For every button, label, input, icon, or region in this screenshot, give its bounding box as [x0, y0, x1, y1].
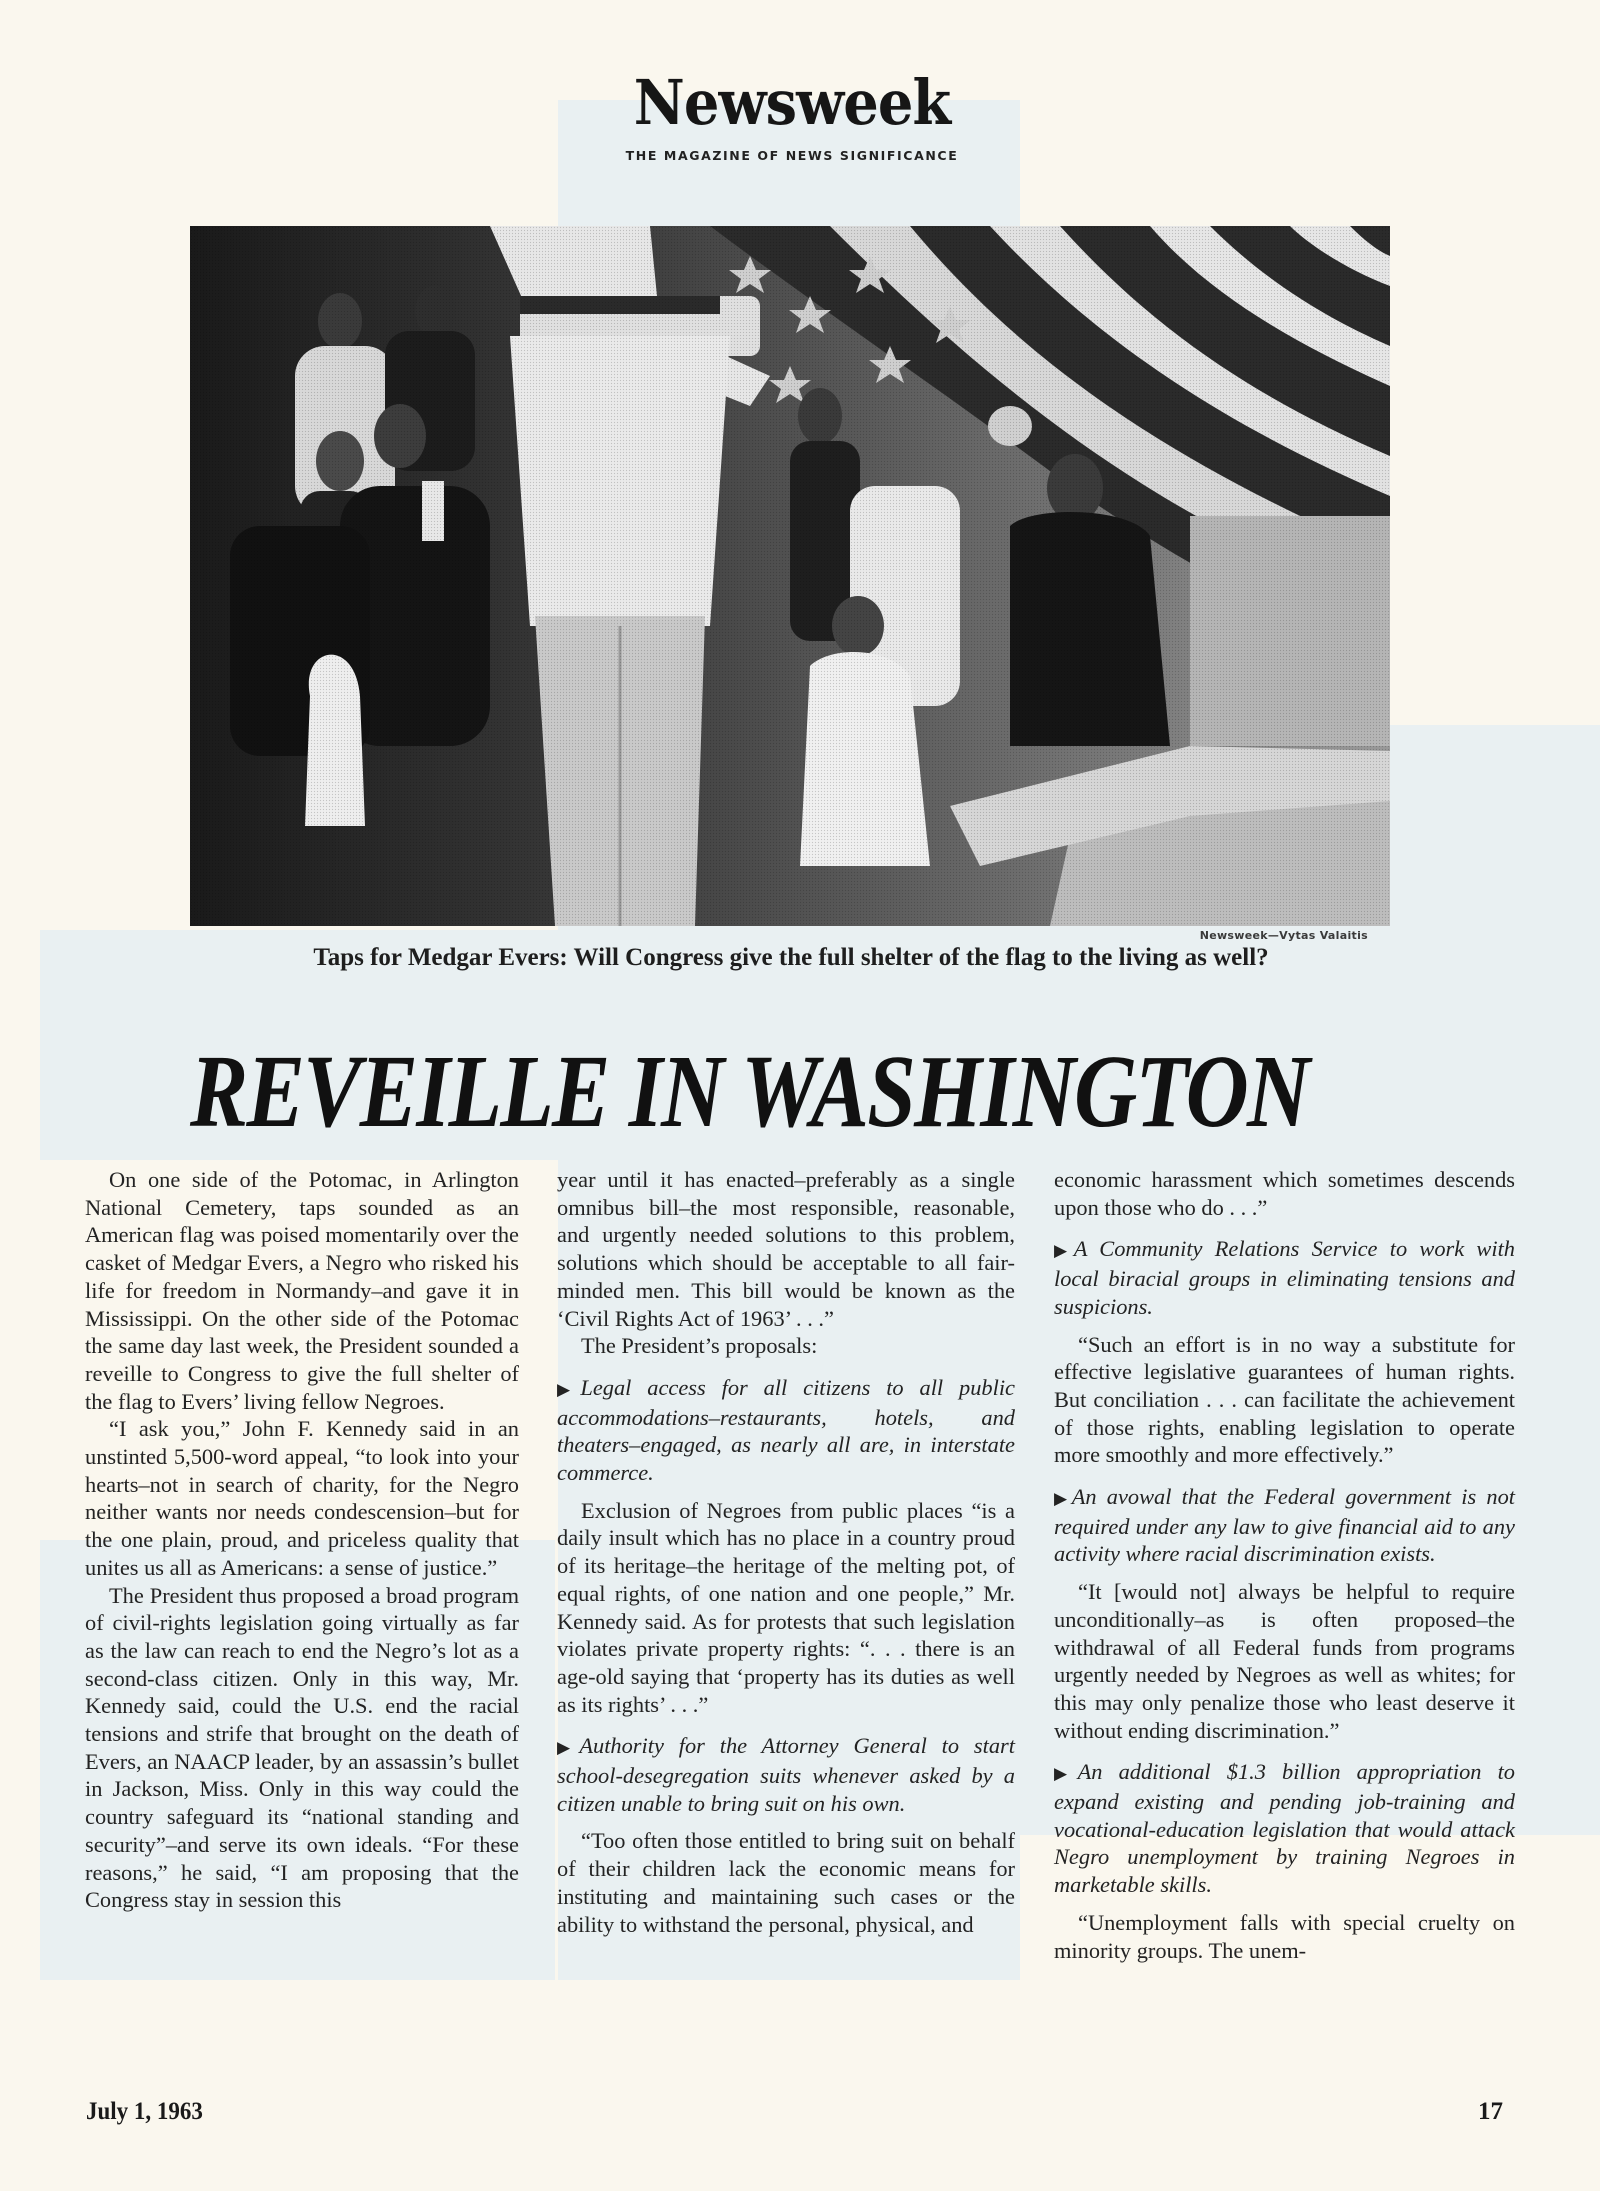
paragraph: On one side of the Potomac, in Arlington National Cemetery, taps sounded as an American flag was poised momentarily over the casket of Medgar Evers, a Negro who risked his life for freedom in Normandy–and gave it in Mississippi. On the other side of the Potomac the same day last week, the President sounded a reveille to Congress to give the full shelter of the flag to Evers’ living fellow Negroes.	[85, 1167, 519, 1414]
issue-date: July 1, 1963	[86, 2098, 203, 2125]
proposal-text: A Community Relations Service to work with local biracial groups in eliminating tensions and suspicions.	[1054, 1236, 1515, 1319]
triangle-right-icon: ▶	[1054, 1241, 1074, 1261]
paragraph: “It [would not] always be helpful to require unconditionally–as is often proposed–the withdrawal of all Federal funds from programs urgently needed by Negroes as well as whites; for this may only penalize those who least deserve it without ending discrimination.”	[1054, 1579, 1515, 1743]
proposal-item	[1054, 1758, 1515, 1899]
masthead-tagline: THE MAGAZINE OF NEWS SIGNIFICANCE	[625, 148, 959, 163]
proposal-text: An additional $1.3 billion appropriation to expand existing and pending job-training and vocational-education legislation that would attack Negro unemployment by training Negroes in marketable skills.	[1054, 1759, 1515, 1898]
photo-illustration	[190, 226, 1390, 926]
article-column-2	[557, 1166, 1015, 1938]
proposal-item	[1054, 1483, 1515, 1568]
funeral-photo	[190, 226, 1390, 926]
triangle-right-icon: ▶	[1054, 1764, 1078, 1784]
masthead	[560, 66, 1024, 163]
photo-credit: Newsweek—Vytas Valaitis	[1199, 929, 1368, 942]
newsweek-logo: Newsweek	[633, 66, 951, 139]
photo-caption: Taps for Medgar Evers: Will Congress give the full shelter of the flag to the living as well?	[313, 944, 1269, 971]
paragraph: The President’s proposals:	[581, 1333, 818, 1359]
paragraph: The President thus proposed a broad program of civil-rights legislation going virtually as far as the law can reach to end the Negro’s lot as a second-class citizen. Only in this way, Mr. Kennedy said, could the U.S. end the racial tensions and strife that brought on the death of Evers, an NAACP leader, by an assassin’s bullet in Jackson, Miss. Only in this way could the country safeguard its “national standing and security”–and serve its own ideals. “For these reasons,” he said, “I am proposing that the Congress stay in session this	[85, 1582, 519, 1913]
article-headline: REVEILLE IN WASHINGTON	[190, 1034, 1309, 1149]
triangle-right-icon: ▶	[557, 1379, 581, 1399]
article-column-3	[1054, 1166, 1515, 1964]
paragraph: “I ask you,” John F. Kennedy said in an unstinted 5,500-word appeal, “to look into your hearts–not in search of charity, for the Negro neither wants nor needs condescension–but for the one plain, proud, and priceless quality that unites us all as Americans: a sense of justice.”	[85, 1416, 519, 1580]
paragraph: “Too often those entitled to bring suit on behalf of their children lack the economic means for instituting and maintaining such cases or the ability to withstand the personal, physical, and	[557, 1828, 1015, 1937]
article-column-1	[85, 1166, 519, 1914]
proposal-item	[557, 1374, 1015, 1487]
paragraph-continued: year until it has enacted–preferably as a single omnibus bill–the most responsible, reasonable, and urgently needed solutions to this problem, solutions which should be acceptable to all fair-minded men. This bill would be known as the ‘Civil Rights Act of 1963’ . . .”	[557, 1167, 1015, 1331]
paragraph: Exclusion of Negroes from public places “is a daily insult which has no place in a country proud of its heritage–the heritage of the melting pot, of equal rights, of one nation and one people,” Mr. Kennedy said. As for protests that such legislation violates private property rights: “. . . there is an age-old saying that ‘property has its duties as well as its rights’ . . .”	[557, 1497, 1015, 1717]
paragraph-continued: economic harassment which sometimes descends upon those who do . . .”	[1054, 1167, 1515, 1220]
proposal-text: Legal access for all citizens to all public accommodations–restaurants, hotels, and theaters–engaged, as nearly all are, in interstate commerce.	[557, 1374, 1015, 1486]
proposal-item	[557, 1732, 1015, 1817]
paragraph: “Unemployment falls with special cruelty on minority groups. The unem-	[1054, 1909, 1515, 1963]
triangle-right-icon: ▶	[1054, 1489, 1072, 1509]
proposal-item	[1054, 1235, 1515, 1320]
page-number: 17	[1478, 2098, 1503, 2125]
proposal-text: An avowal that the Federal government is not required under any law to give financial aid to any activity where racial discrimination exists.	[1054, 1484, 1515, 1567]
triangle-right-icon: ▶	[557, 1738, 580, 1758]
paragraph: “Such an effort is in no way a substitute for effective legislative guarantees of human rights. But conciliation . . . can facilitate the achievement of those rights, enabling legislation to operate more smoothly and more effectively.”	[1054, 1331, 1515, 1468]
proposal-text: Authority for the Attorney General to start school-desegregation suits whenever asked by a citizen unable to bring suit on his own.	[557, 1733, 1015, 1816]
